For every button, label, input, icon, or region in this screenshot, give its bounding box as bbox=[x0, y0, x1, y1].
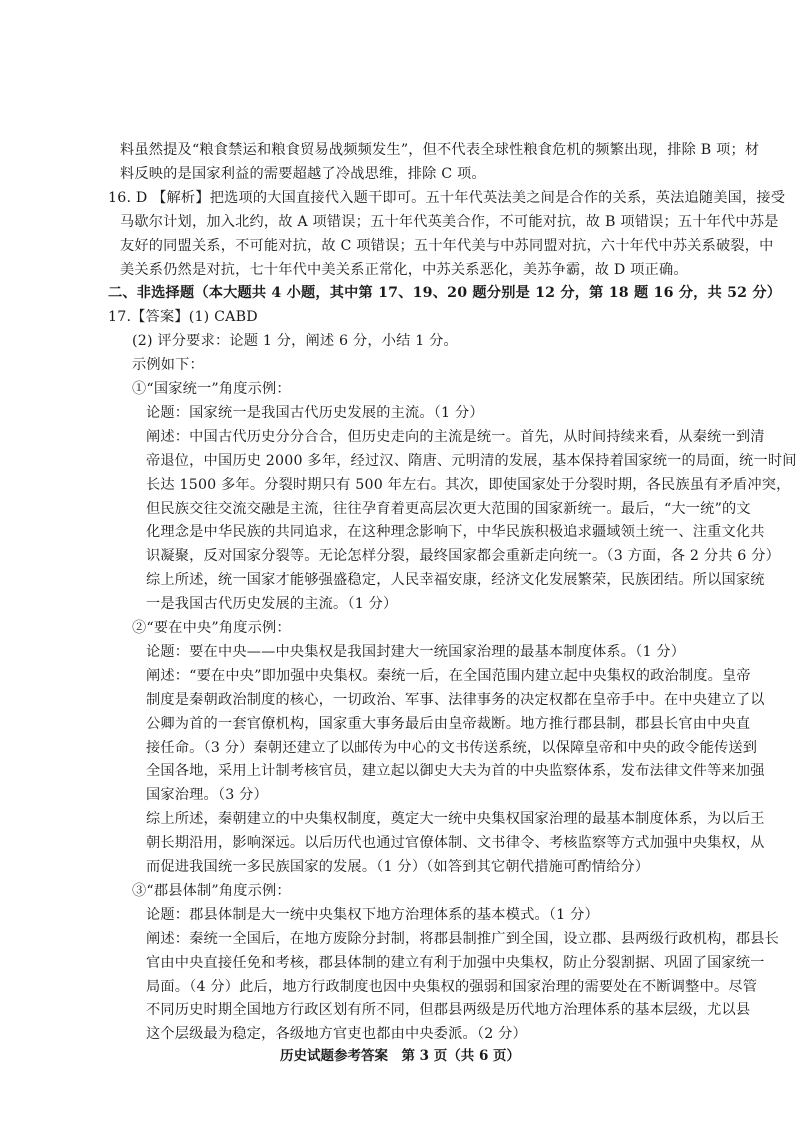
text-line: 不同历史时期全国地方行政区划有所不同，但郡县两级是历代地方治理体系的基本层级，尤以县 bbox=[146, 1002, 751, 1019]
text-line: 论题：要在中央——中央集权是我国封建大一统国家治理的最基本制度体系。（1 分） bbox=[146, 643, 686, 660]
text-line: 阐述：“要在中央”即加强中央集权。秦统一后，在全国范围内建立起中央集权的政治制度。皇帝 bbox=[146, 667, 751, 684]
text-line: 制度是秦朝政治制度的核心，一切政治、军事、法律事务的决定权都在皇帝手中。在中央建立了以 bbox=[146, 691, 765, 708]
text-line: 友好的同盟关系，不可能对抗，故 C 项错误；五十年代美与中苏同盟对抗，六十年代中苏关系破裂，中 bbox=[120, 237, 774, 254]
text-line: 二、非选择题（本大题共 4 小题，其中第 17、19、20 题分别是 12 分，第 18 题 16 分，共 52 分） bbox=[108, 285, 782, 302]
text-line: 朝长期沿用，影响深远。以后历代也通过官僚体制、文书律令、考核监察等方式加强中央集权，从 bbox=[146, 835, 765, 852]
text-line: 识凝聚，反对国家分裂等。无论怎样分裂，最终国家都会重新走向统一。（3 方面，各 2 分共 6 分） bbox=[146, 548, 781, 565]
text-line: 阐述：中国古代历史分分合合，但历史走向的主流是统一。首先，从时间持续来看，从秦统一到清 bbox=[146, 428, 765, 445]
text-line: 综上所述，统一国家才能够强盛稳定，人民幸福安康，经济文化发展繁荣，民族团结。所以国家统 bbox=[146, 572, 765, 589]
text-line: 这个层级最为稳定，各级地方官吏也都由中央委派。（2 分） bbox=[146, 1026, 527, 1043]
text-line: 综上所述，秦朝建立的中央集权制度，奠定大一统中央集权国家治理的最基本制度体系，为以后王 bbox=[146, 811, 765, 828]
text-line: 全国各地，采用上计制考核官员，建立起以御史大夫为首的中央监察体系，发布法律文件等来加强 bbox=[146, 763, 765, 780]
text-line: 长达 1500 多年。分裂时期只有 500 年左右。其次，即使国家处于分裂时期，各民族虽有矛盾冲突， bbox=[146, 476, 791, 493]
text-line: 论题：郡县体制是大一统中央集权下地方治理体系的基本模式。（1 分） bbox=[146, 906, 599, 923]
text-line: 接任命。（3 分）秦朝还建立了以邮传为中心的文书传送系统，以保障皇帝和中央的政令能传送到 bbox=[146, 739, 758, 756]
text-line: 料虽然提及“粮食禁运和粮食贸易战频频发生”，但不代表全球性粮食危机的频繁出现，排除 B 项；材 bbox=[120, 142, 760, 158]
text-line: 马歇尔计划，加入北约，故 A 项错误；五十年代英美合作，不可能对抗，故 B 项错误；五十年代中苏是 bbox=[120, 213, 779, 230]
text-line: ③“郡县体制”角度示例： bbox=[132, 882, 291, 899]
text-line: 公卿为首的一套官僚机构，国家重大事务最后由皇帝裁断。地方推行郡县制，郡县长官由中央直 bbox=[146, 715, 751, 732]
text-line: 美关系仍然是对抗，七十年代中美关系正常化，中苏关系恶化，美苏争霸，故 D 项正确。 bbox=[120, 261, 688, 278]
text-line: 论题：国家统一是我国古代历史发展的主流。（1 分） bbox=[146, 404, 484, 421]
text-line: 而促进我国统一多民族国家的发展。（1 分）（如答到其它朝代措施可酌情给分） bbox=[146, 859, 650, 875]
text-line: ②“要在中央”角度示例： bbox=[132, 620, 291, 636]
text-line: 料反映的是国家利益的需要超越了冷战思维，排除 C 项。 bbox=[120, 165, 486, 182]
text-line: 官由中央直接任免和考核，郡县体制的建立有利于加强中央集权，防止分裂割据、巩固了国家统一 bbox=[146, 954, 765, 971]
text-line: 17.【答案】(1) CABD bbox=[108, 309, 258, 326]
text-line: 国家治理。（3 分） bbox=[146, 787, 268, 804]
text-line: 阐述：秦统一全国后，在地方废除分封制，将郡县制推广到全国，设立郡、县两级行政机构，郡县长 bbox=[146, 930, 780, 947]
text-line: 帝退位，中国历史 2000 多年，经过汉、隋唐、元明清的发展，基本保持着国家统一的局面，统一时间 bbox=[146, 452, 797, 469]
page-footer: 历史试题参考答案 第 3 页（共 6 页） bbox=[279, 1048, 521, 1064]
text-line: 一是我国古代历史发展的主流。（1 分） bbox=[146, 596, 398, 613]
text-line: 示例如下： bbox=[132, 357, 204, 374]
text-line: 16. D 【解析】把选项的大国直接代入题干即可。五十年代英法美之间是合作的关系，英法追随美国，接受 bbox=[108, 189, 786, 206]
text-line: (2) 评分要求：论题 1 分，阐述 6 分，小结 1 分。 bbox=[132, 333, 458, 350]
text-line: 但民族交往交流交融是主流，往往孕育着更高层次更大范围的国家新统一。最后，“大一统”的文 bbox=[146, 500, 751, 517]
text-line: ①“国家统一”角度示例： bbox=[132, 381, 291, 397]
text-line: 局面。（4 分）此后，地方行政制度也因中央集权的强弱和国家治理的需要处在不断调整中。尽管 bbox=[146, 978, 758, 995]
text-line: 化理念是中华民族的共同追求，在这种理念影响下，中华民族积极追求疆域领土统一、注重文化共 bbox=[146, 524, 765, 541]
